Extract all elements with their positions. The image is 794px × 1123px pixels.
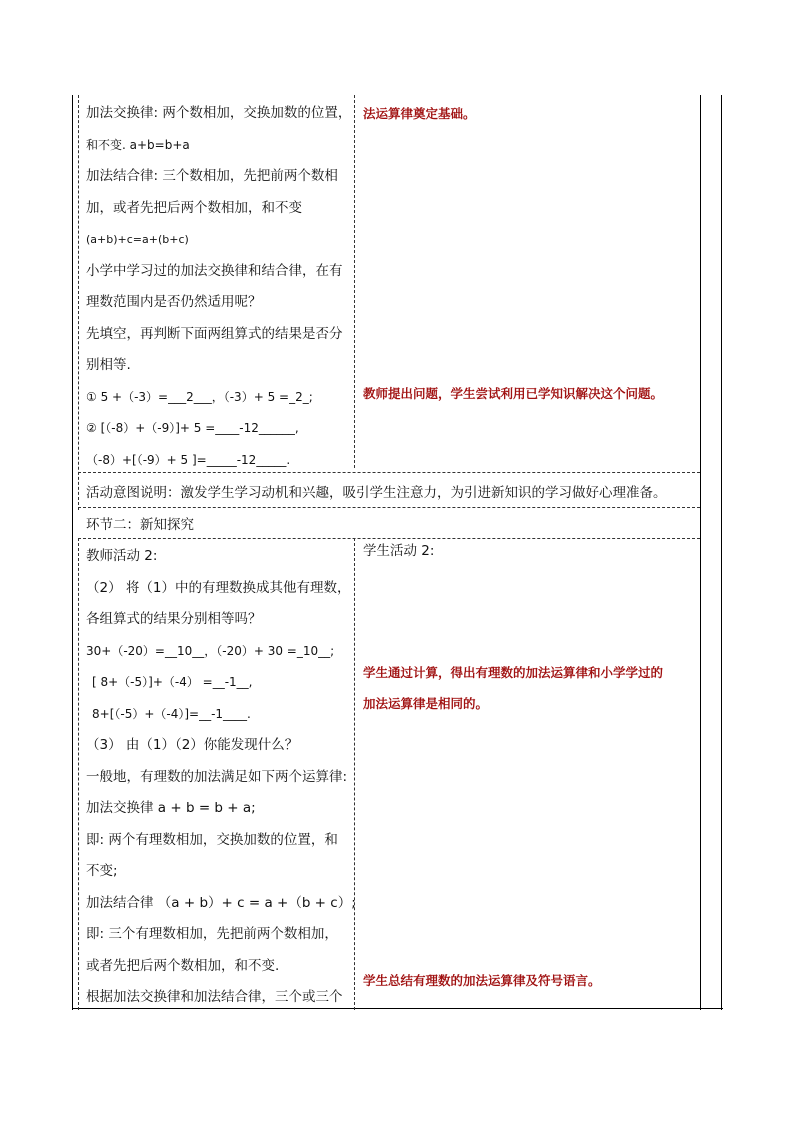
table-border-inner-right <box>700 95 701 1010</box>
text-line: 或者先把后两个数相加，和不变. <box>86 957 280 974</box>
student-note-1a: 学生通过计算，得出有理数的加法运算律和小学学过的 <box>363 665 664 680</box>
exercise-line: ② [（-8）+（-9）]+ 5 =____-12______, <box>86 421 299 435</box>
exercise-line: ① 5 +（-3）=___2___，（-3）+ 5 =_2_; <box>86 389 313 404</box>
block2-left-dash <box>78 538 79 1010</box>
text-line: 根据加法交换律和加法结合律，三个或三个 <box>86 989 343 1005</box>
formula-line: (a+b)+c=a+(b+c) <box>86 233 189 246</box>
block2-left-cell <box>86 541 356 1014</box>
text-line: 加法交换律 a + b = b + a; <box>86 800 256 816</box>
exercise-line: 30+（-20）=__10__，（-20）+ 30 =_10__; <box>86 643 335 658</box>
text-line: 不变; <box>86 863 118 879</box>
exercise-line: [ 8+（-5）]+（-4） =__-1__, <box>92 675 253 689</box>
text-line: 先填空，再判断下面两组算式的结果是否分 <box>86 325 343 342</box>
text-line: 加法交换律: 两个数相加，交换加数的位置， <box>86 105 352 121</box>
text-line: 即: 两个有理数相加，交换加数的位置，和 <box>86 831 338 848</box>
exercise-line: 8+[（-5）+（-4）]=__-1____. <box>92 706 251 721</box>
student-note-1b: 加法运算律是相同的。 <box>363 696 489 711</box>
text-line: 小学中学习过的加法交换律和结合律，在有 <box>86 262 343 279</box>
text-line: 和不变. a+b=b+a <box>86 137 190 152</box>
text-line: 理数范围内是否仍然适用呢？ <box>86 294 262 310</box>
block1-right-note-2: 教师提出问题，学生尝试利用已学知识解决这个问题。 <box>363 386 664 401</box>
text-line: 加法结合律: 三个数相加，先把前两个数相 <box>86 168 338 184</box>
text-line: 别相等. <box>86 357 131 373</box>
text-line: （2） 将（1）中的有理数换成其他有理数， <box>86 579 351 596</box>
teacher-activity-title: 教师活动 2: <box>86 548 158 564</box>
block1-left-cell <box>86 98 351 476</box>
table-border-left <box>72 95 73 1010</box>
row-divider <box>78 507 700 508</box>
intent-text: 活动意图说明：激发学生学习动机和兴趣，吸引学生注意力，为引进新知识的学习做好心理准备。 <box>86 485 667 501</box>
text-line: 加法结合律 （a + b）+ c = a +（b + c）; <box>86 894 356 911</box>
table-border-right <box>721 95 722 1010</box>
text-line: 一般地，有理数的加法满足如下两个运算律: <box>86 768 348 785</box>
text-line: 各组算式的结果分别相等吗？ <box>86 611 262 627</box>
text-line: 即: 三个有理数相加，先把前两个数相加， <box>86 926 338 942</box>
inner-left-dash <box>78 95 79 510</box>
student-activity-title: 学生活动 2: <box>363 543 435 559</box>
block1-column-divider <box>354 95 355 468</box>
block1-right-note-1: 法运算律奠定基础。 <box>363 106 476 121</box>
lesson-table <box>72 95 723 1010</box>
exercise-line: （-8）+[（-9）+ 5 ]=_____-12_____. <box>86 452 291 467</box>
row-divider <box>78 472 700 473</box>
text-line: （3） 由（1）（2）你能发现什么？ <box>86 737 299 753</box>
student-note-2: 学生总结有理数的加法运算律及符号语言。 <box>363 973 601 988</box>
text-line: 加，或者先把后两个数相加，和不变 <box>86 199 302 216</box>
section2-title: 环节二：新知探究 <box>86 517 194 533</box>
